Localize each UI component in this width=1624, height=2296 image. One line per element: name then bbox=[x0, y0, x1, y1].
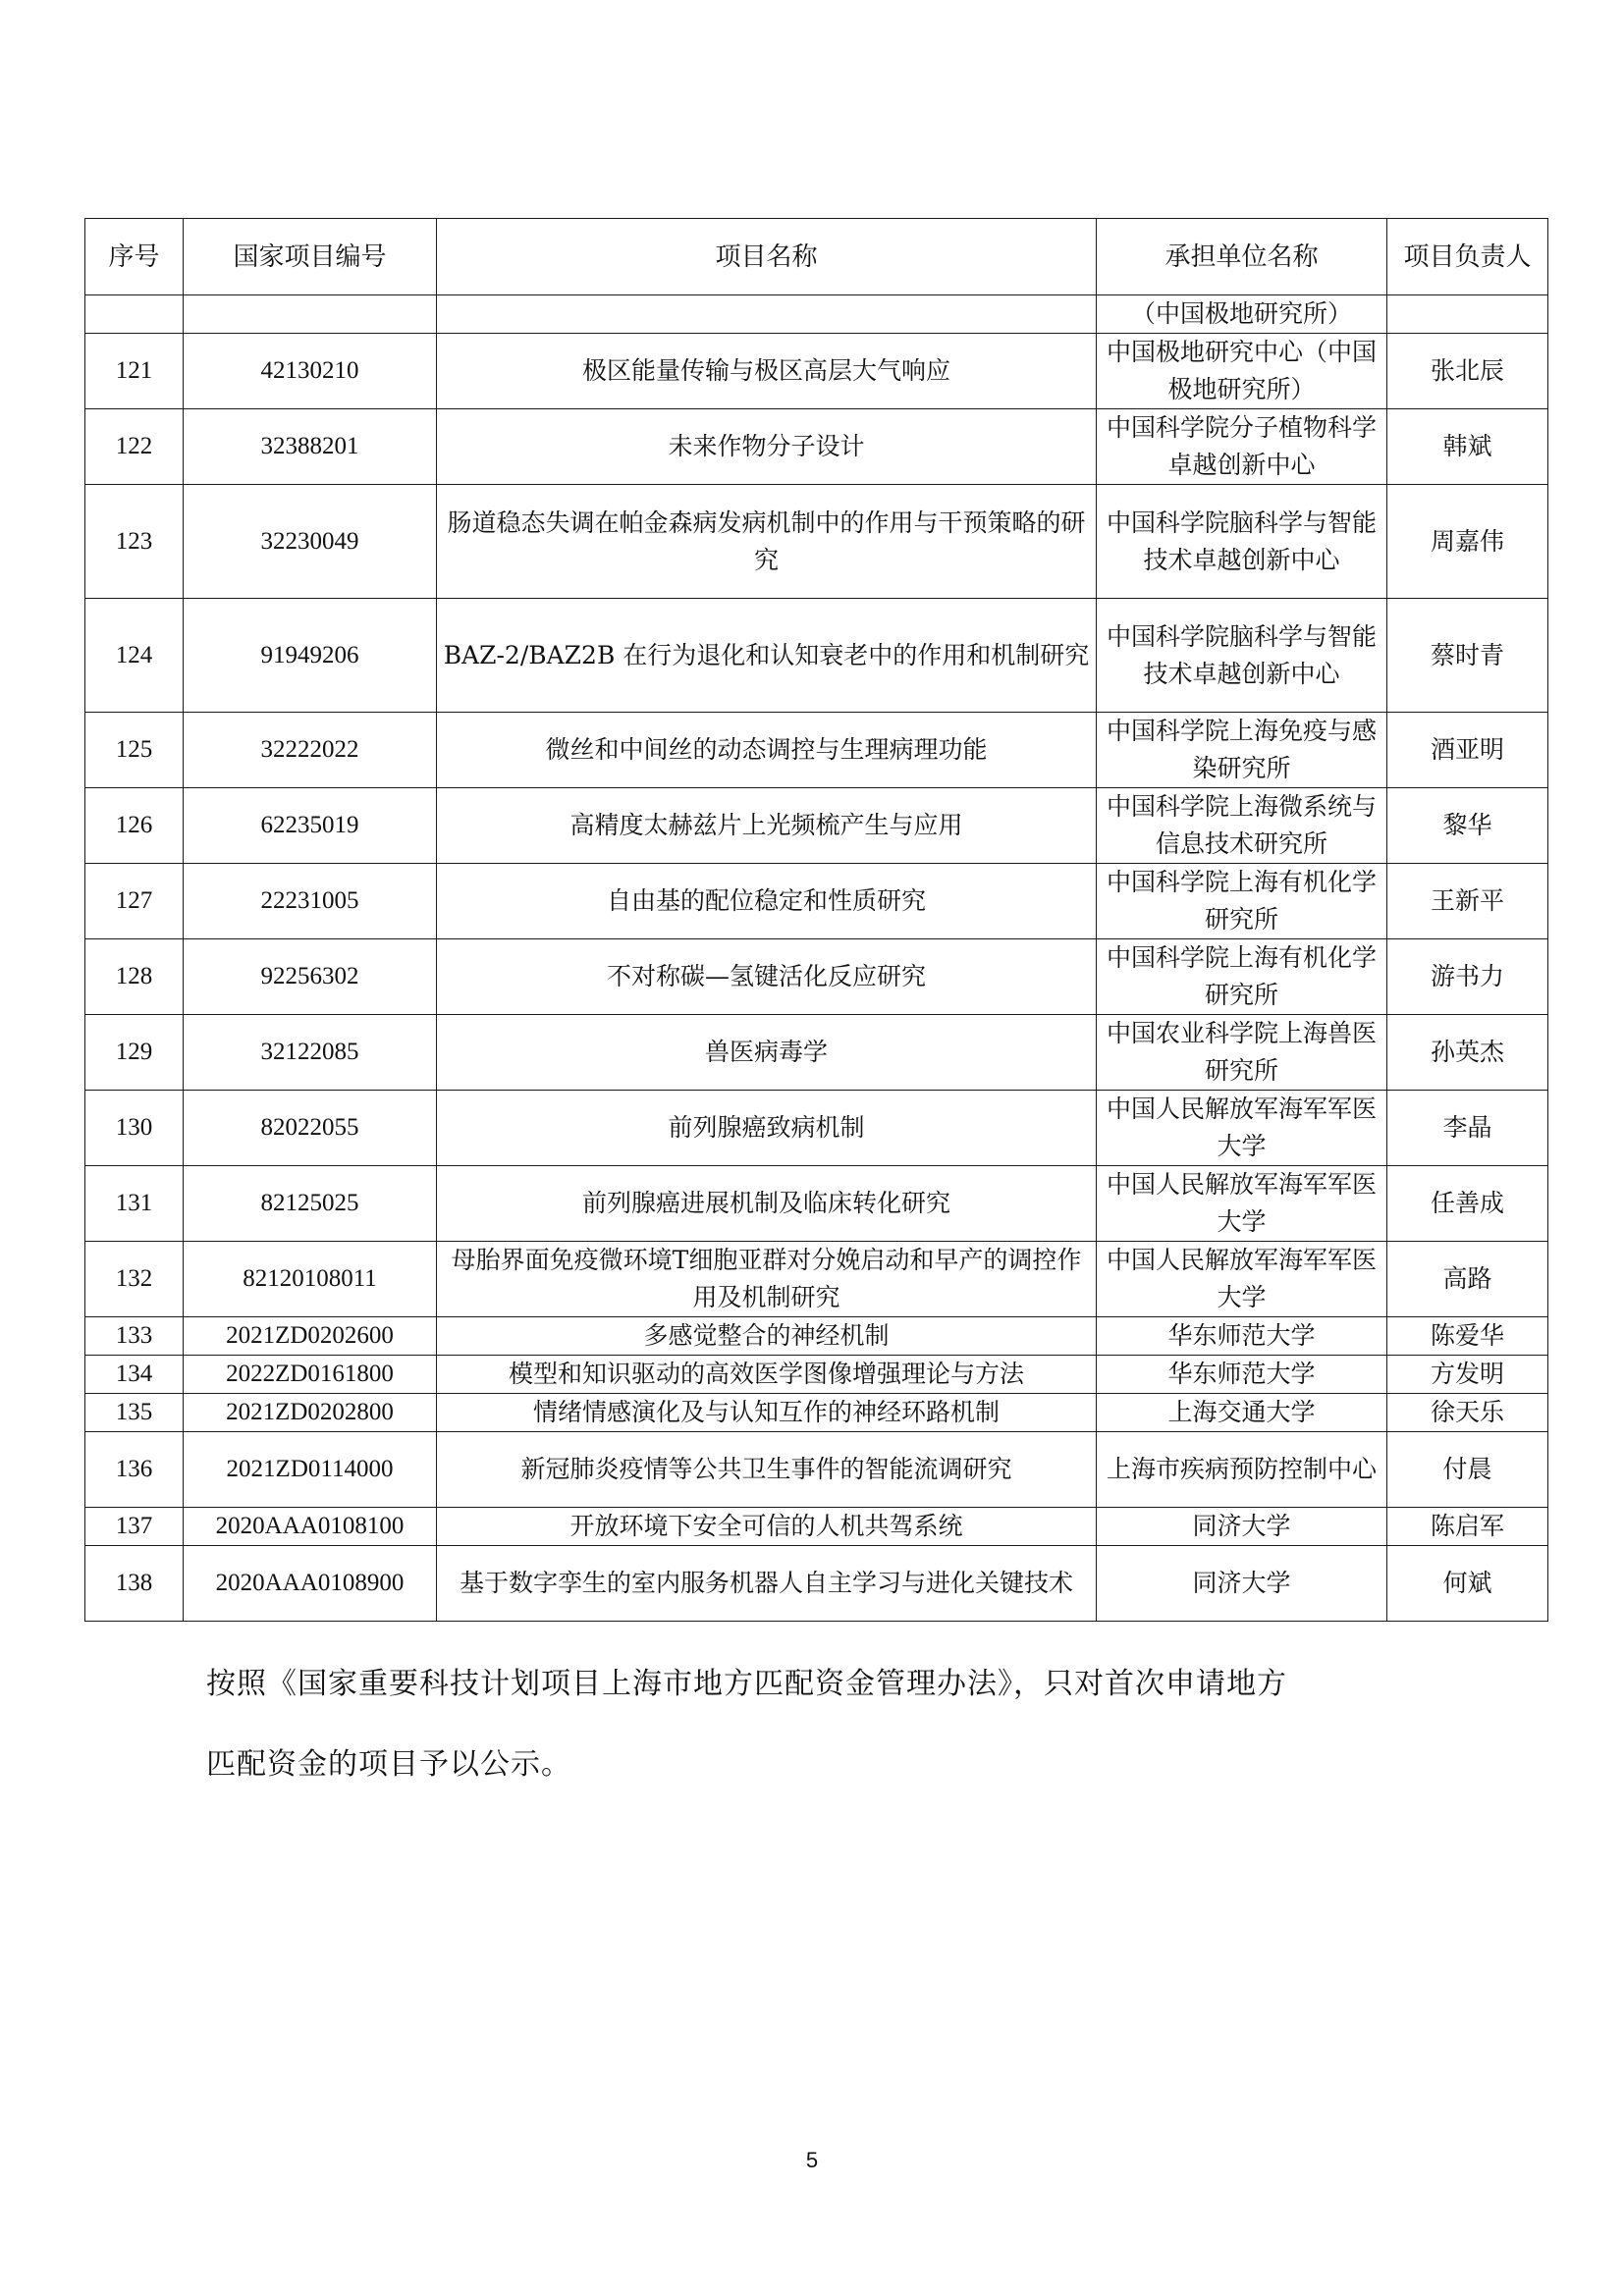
note-line-1: 按照《国家重要科技计划项目上海市地方匹配资金管理办法》，只对首次申请地方 bbox=[206, 1667, 1287, 1701]
cell-unit: 中国科学院上海免疫与感染研究所 bbox=[1097, 713, 1387, 788]
cell-name: 新冠肺炎疫情等公共卫生事件的智能流调研究 bbox=[437, 1432, 1097, 1508]
cell-unit: 中国人民解放军海军军医大学 bbox=[1097, 1166, 1387, 1242]
cell-unit: 中国极地研究中心（中国极地研究所） bbox=[1097, 334, 1387, 409]
cell-code: 32122085 bbox=[184, 1015, 437, 1091]
cell-seq: 131 bbox=[85, 1166, 184, 1242]
cell-code: 2021ZD0114000 bbox=[184, 1432, 437, 1508]
cell-leader: 陈爱华 bbox=[1387, 1317, 1548, 1356]
cell-name: 极区能量传输与极区高层大气响应 bbox=[437, 334, 1097, 409]
cell-unit: （中国极地研究所） bbox=[1097, 295, 1387, 334]
cell-name: 多感觉整合的神经机制 bbox=[437, 1317, 1097, 1356]
cell-leader: 高路 bbox=[1387, 1242, 1548, 1317]
cell-seq: 124 bbox=[85, 599, 184, 713]
cell-seq: 122 bbox=[85, 409, 184, 485]
cell-code: 42130210 bbox=[184, 334, 437, 409]
cell-code: 2020AAA0108900 bbox=[184, 1546, 437, 1622]
cell-name: 前列腺癌致病机制 bbox=[437, 1091, 1097, 1166]
cell-unit: 上海交通大学 bbox=[1097, 1394, 1387, 1432]
cell-code: 91949206 bbox=[184, 599, 437, 713]
cell-leader: 孙英杰 bbox=[1387, 1015, 1548, 1091]
cell-name: 模型和知识驱动的高效医学图像增强理论与方法 bbox=[437, 1356, 1097, 1394]
cell-code: 82022055 bbox=[184, 1091, 437, 1166]
cell-name: 未来作物分子设计 bbox=[437, 409, 1097, 485]
cell-unit: 中国科学院脑科学与智能技术卓越创新中心 bbox=[1097, 485, 1387, 599]
cell-name: 不对称碳—氢键活化反应研究 bbox=[437, 939, 1097, 1015]
table-body bbox=[85, 295, 1548, 1622]
table-row bbox=[85, 1546, 1548, 1622]
header-code: 国家项目编号 bbox=[184, 219, 437, 295]
cell-code: 2021ZD0202800 bbox=[184, 1394, 437, 1432]
cell-unit: 上海市疾病预防控制中心 bbox=[1097, 1432, 1387, 1508]
table-row bbox=[85, 485, 1548, 599]
cell-name: 情绪情感演化及与认知互作的神经环路机制 bbox=[437, 1394, 1097, 1432]
page-number: 5 bbox=[805, 2148, 819, 2172]
cell-name: 微丝和中间丝的动态调控与生理病理功能 bbox=[437, 713, 1097, 788]
cell-seq: 137 bbox=[85, 1508, 184, 1546]
cell-name: 兽医病毒学 bbox=[437, 1015, 1097, 1091]
table-row bbox=[85, 1508, 1548, 1546]
cell-leader: 黎华 bbox=[1387, 788, 1548, 864]
cell-name: 开放环境下安全可信的人机共驾系统 bbox=[437, 1508, 1097, 1546]
cell-seq: 133 bbox=[85, 1317, 184, 1356]
cell-name: 自由基的配位稳定和性质研究 bbox=[437, 864, 1097, 939]
table-row bbox=[85, 864, 1548, 939]
cell-code: 2020AAA0108100 bbox=[184, 1508, 437, 1546]
cell-seq: 123 bbox=[85, 485, 184, 599]
cell-unit: 中国科学院分子植物科学卓越创新中心 bbox=[1097, 409, 1387, 485]
cell-unit: 中国科学院上海微系统与信息技术研究所 bbox=[1097, 788, 1387, 864]
cell-name: 肠道稳态失调在帕金森病发病机制中的作用与干预策略的研究 bbox=[437, 485, 1097, 599]
table-row bbox=[85, 939, 1548, 1015]
cell-leader: 任善成 bbox=[1387, 1166, 1548, 1242]
cell-unit: 中国科学院上海有机化学研究所 bbox=[1097, 939, 1387, 1015]
cell-code: 22231005 bbox=[184, 864, 437, 939]
table-row bbox=[85, 1317, 1548, 1356]
cell-unit: 华东师范大学 bbox=[1097, 1356, 1387, 1394]
project-table bbox=[84, 218, 1548, 1622]
cell-name: 高精度太赫兹片上光频梳产生与应用 bbox=[437, 788, 1097, 864]
header-name: 项目名称 bbox=[437, 219, 1097, 295]
cell-code: 32388201 bbox=[184, 409, 437, 485]
cell-code: 32230049 bbox=[184, 485, 437, 599]
cell-code: 82125025 bbox=[184, 1166, 437, 1242]
cell-seq: 130 bbox=[85, 1091, 184, 1166]
header-leader: 项目负责人 bbox=[1387, 219, 1548, 295]
cell-unit: 中国农业科学院上海兽医研究所 bbox=[1097, 1015, 1387, 1091]
cell-name: 前列腺癌进展机制及临床转化研究 bbox=[437, 1166, 1097, 1242]
cell-seq: 126 bbox=[85, 788, 184, 864]
cell-seq: 138 bbox=[85, 1546, 184, 1622]
cell-name: 母胎界面免疫微环境T细胞亚群对分娩启动和早产的调控作用及机制研究 bbox=[437, 1242, 1097, 1317]
cell-unit: 同济大学 bbox=[1097, 1508, 1387, 1546]
cell-unit: 中国科学院上海有机化学研究所 bbox=[1097, 864, 1387, 939]
cell-code: 92256302 bbox=[184, 939, 437, 1015]
table-row bbox=[85, 409, 1548, 485]
table-row bbox=[85, 788, 1548, 864]
cell-code: 2021ZD0202600 bbox=[184, 1317, 437, 1356]
cell-unit: 同济大学 bbox=[1097, 1546, 1387, 1622]
note-line-2: 匹配资金的项目予以公示。 bbox=[206, 1747, 571, 1782]
cell-code bbox=[184, 295, 437, 334]
cell-leader: 酒亚明 bbox=[1387, 713, 1548, 788]
cell-unit: 中国科学院脑科学与智能技术卓越创新中心 bbox=[1097, 599, 1387, 713]
cell-leader: 付晨 bbox=[1387, 1432, 1548, 1508]
cell-leader: 王新平 bbox=[1387, 864, 1548, 939]
cell-leader: 张北辰 bbox=[1387, 334, 1548, 409]
cell-leader: 方发明 bbox=[1387, 1356, 1548, 1394]
cell-seq: 128 bbox=[85, 939, 184, 1015]
cell-leader bbox=[1387, 295, 1548, 334]
table-row bbox=[85, 334, 1548, 409]
cell-name: BAZ-2/BAZ2B 在行为退化和认知衰老中的作用和机制研究 bbox=[437, 599, 1097, 713]
cell-name bbox=[437, 295, 1097, 334]
table-row bbox=[85, 1242, 1548, 1317]
cell-unit: 华东师范大学 bbox=[1097, 1317, 1387, 1356]
cell-unit: 中国人民解放军海军军医大学 bbox=[1097, 1091, 1387, 1166]
cell-leader: 李晶 bbox=[1387, 1091, 1548, 1166]
table-row bbox=[85, 1356, 1548, 1394]
cell-seq: 129 bbox=[85, 1015, 184, 1091]
cell-leader: 韩斌 bbox=[1387, 409, 1548, 485]
header-unit: 承担单位名称 bbox=[1097, 219, 1387, 295]
cell-seq bbox=[85, 295, 184, 334]
cell-seq: 121 bbox=[85, 334, 184, 409]
table-row bbox=[85, 713, 1548, 788]
cell-leader: 周嘉伟 bbox=[1387, 485, 1548, 599]
cell-seq: 136 bbox=[85, 1432, 184, 1508]
table-row bbox=[85, 1166, 1548, 1242]
cell-code: 32222022 bbox=[184, 713, 437, 788]
cell-unit: 中国人民解放军海军军医大学 bbox=[1097, 1242, 1387, 1317]
cell-seq: 134 bbox=[85, 1356, 184, 1394]
table-row bbox=[85, 1394, 1548, 1432]
cell-code: 82120108011 bbox=[184, 1242, 437, 1317]
cell-seq: 135 bbox=[85, 1394, 184, 1432]
cell-leader: 蔡时青 bbox=[1387, 599, 1548, 713]
cell-code: 2022ZD0161800 bbox=[184, 1356, 437, 1394]
table-row bbox=[85, 295, 1548, 334]
table-row bbox=[85, 599, 1548, 713]
table-header-row bbox=[85, 219, 1548, 295]
table-row bbox=[85, 1015, 1548, 1091]
cell-code: 62235019 bbox=[184, 788, 437, 864]
cell-leader: 徐天乐 bbox=[1387, 1394, 1548, 1432]
cell-seq: 125 bbox=[85, 713, 184, 788]
table-row bbox=[85, 1091, 1548, 1166]
cell-name: 基于数字孪生的室内服务机器人自主学习与进化关键技术 bbox=[437, 1546, 1097, 1622]
cell-seq: 132 bbox=[85, 1242, 184, 1317]
table-row bbox=[85, 1432, 1548, 1508]
cell-leader: 何斌 bbox=[1387, 1546, 1548, 1622]
cell-leader: 陈启军 bbox=[1387, 1508, 1548, 1546]
cell-leader: 游书力 bbox=[1387, 939, 1548, 1015]
header-seq: 序号 bbox=[85, 219, 184, 295]
cell-seq: 127 bbox=[85, 864, 184, 939]
